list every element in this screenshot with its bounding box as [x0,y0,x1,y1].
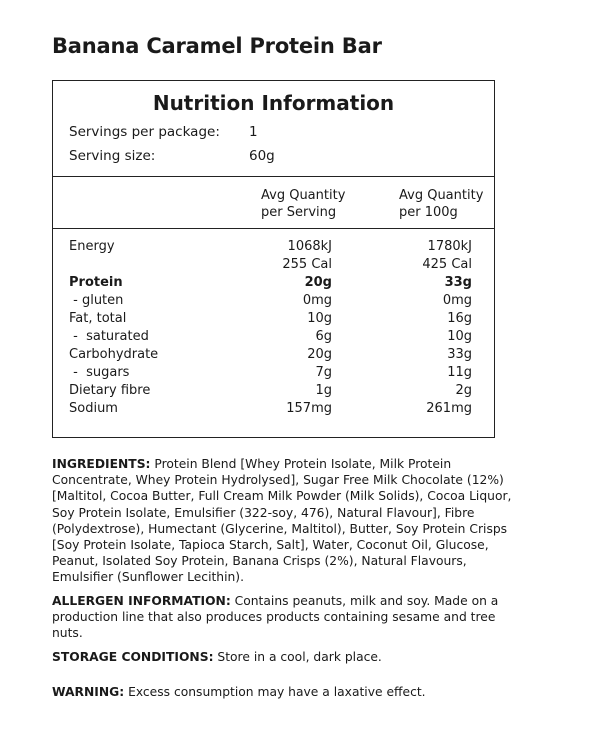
warning-label: WARNING: [52,685,125,699]
serving-size-value: 60g [249,148,275,164]
warning-text: Excess consumption may have a laxative effect. [124,685,426,699]
ingredients-label: INGREDIENTS: [52,457,151,471]
nutrient-row-dietary-fibre: Dietary fibre 1g 2g [69,383,472,398]
nutrient-row-energy-cal: 255 Cal 425 Cal [282,257,472,272]
nutrient-row-carbohydrate: Carbohydrate 20g 33g [69,347,472,362]
ingredients-paragraph [52,456,522,586]
servings-label: Servings per package: [69,124,220,140]
product-title: Banana Caramel Protein Bar [52,34,382,58]
nutrient-row-saturated: - saturated 6g 10g [69,329,472,344]
nutrition-panel [52,80,495,438]
nutrient-row-energy: Energy 1068kJ 1780kJ [69,239,472,254]
nutrition-heading: Nutrition Information [152,91,395,115]
servings-per-package-row [69,124,258,140]
column-header-per-serving [261,187,345,221]
storage-paragraph [52,649,522,665]
serving-size-row [69,148,275,164]
nutrient-row-fat-total: Fat, total 10g 16g [69,311,472,326]
allergen-text: Contains peanuts, milk and soy. Made on a production line that also produces products containing sesame and tree nuts. [52,594,499,641]
storage-text: Store in a cool, dark place. [213,650,382,664]
divider-top [53,176,494,177]
col-100g-line2: per 100g [399,205,458,220]
divider-columns [53,228,494,229]
nutrient-row-gluten: - gluten 0mg 0mg [69,293,472,308]
col-serving-line1: Avg Quantity [261,188,346,203]
col-100g-line1: Avg Quantity [399,188,484,203]
nutrient-row-sodium: Sodium 157mg 261mg [69,401,472,416]
storage-label: STORAGE CONDITIONS: [52,650,214,664]
column-header-per-100g [399,187,483,221]
serving-size-label: Serving size: [69,148,156,164]
nutrient-row-protein: Protein 20g 33g [69,275,472,290]
warning-paragraph [52,684,522,700]
nutrient-row-sugars: - sugars 7g 11g [69,365,472,380]
allergen-paragraph [52,593,522,642]
ingredients-text: Protein Blend [Whey Protein Isolate, Milk Protein Concentrate, Whey Protein Hydrolysed], Sugar Free Milk Chocolate (12%) [Maltitol, Cocoa Butter, Full Cream Milk Powder (Milk Solids), Cocoa Liquor, Soy Protein Isolate, Emulsifier (322-soy, 476), Natural Flavour], Fibre (Polydextrose), Humectant (Glycerine, Maltitol), Butter, Soy Protein Crisps [Soy Protein Isolate, Tapioca Starch, Salt], Water, Coconut Oil, Glucose, Peanut, Isolated Soy Protein, Banana Crisps (2%), Natural Flavours, Emulsifier (Sunflower Lecithin). [52,457,512,585]
servings-value: 1 [249,124,258,140]
col-serving-line2: per Serving [261,205,337,220]
allergen-label: ALLERGEN INFORMATION: [52,594,231,608]
